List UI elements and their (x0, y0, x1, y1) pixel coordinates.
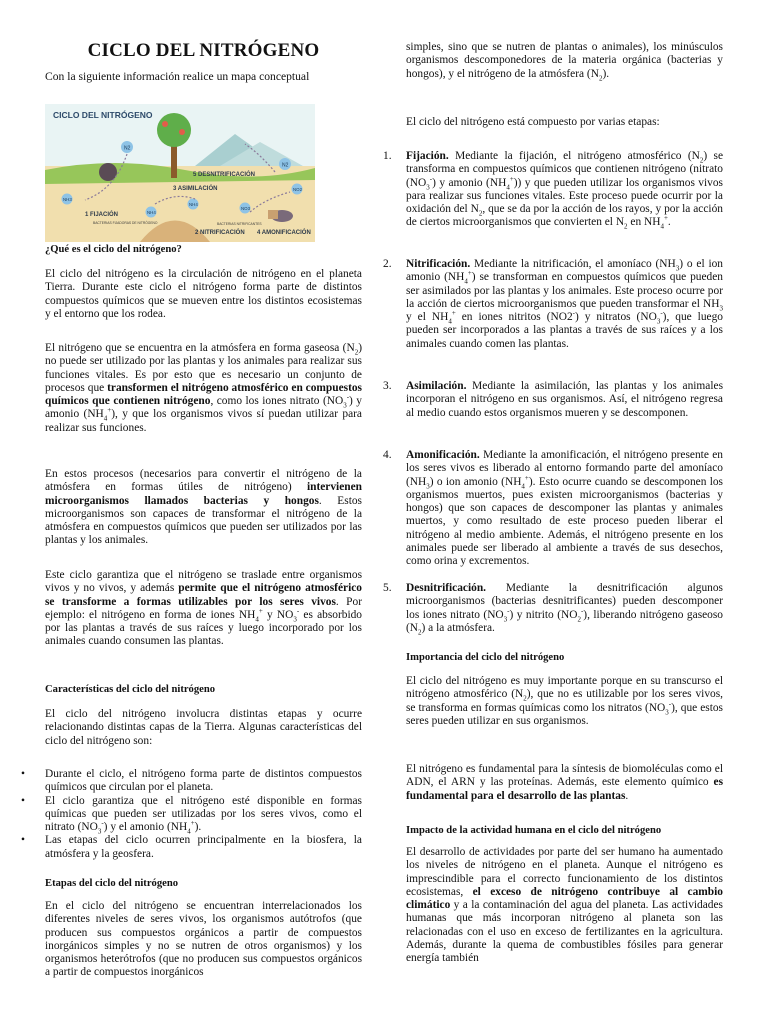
no2-label: NO2 (293, 187, 303, 192)
paragraph-continuation: simples, sino que se nutren de plantas o animales), los minúsculos organismos descomponedores de la materia orgánica (bacterias y hongos), y el nitrógeno de la atmósfera $(N_2)$. (406, 41, 723, 82)
n2-label: N2 (124, 145, 131, 152)
n2-label-2: N2 (282, 162, 289, 169)
bacterias-fijadoras-label: BACTERIAS FIJADORAS DE NITRÓGENO (93, 221, 158, 225)
paragraph-etapas: En el ciclo del nitrógeno se encuentran interrelacionados los diferentes niveles de seres vivos, los organismos autótrofos (que producen sus compuestos orgánicos a partir de compuestos inorgánicos simples y no se nutren de otros organismos) y los organismos heterótrofos (que no producen sus compuestos orgánicos a partir de compuestos inorgánicos (45, 900, 362, 979)
heading-impacto: Impacto de la actividad humana en el ciclo del nitrógeno (406, 825, 662, 836)
list-item: • Durante el ciclo, el nitrógeno forma parte de distintos compuestos químicos que circulan por el planeta. (45, 768, 362, 795)
list-item: • El ciclo garantiza que el nitrógeno esté disponible en formas químicas que pueden ser utilizadas por los seres vivos, como el nitrato $(NO_3^-)$ y el amonio $(NH_4^+)$. (45, 795, 362, 835)
heading-etapas: Etapas del ciclo del nitrógeno (45, 878, 179, 889)
stage-item-desnitrificacion: 5. Desnitrificación. Mediante la desnitrificación algunos microorganismos (bacterias desnitrificantes) pueden descomponer los iones nitrato $(NO_3^-)$ y nitrito $(NO_2^-)$, liberando nitrógeno gaseoso $(N_2)$ a la atmósfera. (383, 582, 724, 637)
bacterias-nitrificantes-label: BACTERIAS NITRIFICANTES (217, 222, 262, 226)
list-number: 5. (383, 582, 392, 594)
heading-caracteristicas: Características del ciclo del nitrógeno (45, 684, 216, 695)
stage-item-asimilacion: 3. Asimilación. Mediante la asimilación, las plantas y los animales incorporan el nitrógeno en sus organismos. Así, el nitrógeno regresa al medio cuando estos organismos mueren y se descomponen. (383, 380, 723, 419)
stage-item-nitrificacion: 2. Nitrificación. Mediante la nitrificación, el amoníaco $(NH_3)$ o el ion amonio $(NH_4^+)$ se transforman en compuestos químicos que pueden ser asimilados por las plantas y los animales. Este proceso ocurre por la acción de ciertos microorganismos que pueden transformar el $NH_3$ y el $NH_4^+$ en iones nitritos (NO2-) y nitratos $(NO_3^-)$, que luego pueden ser incorporados a las plantas a través de sus raíces y a los animales cuando comen las plantas. (383, 258, 724, 350)
figure-title: CICLO DEL NITRÓGENO (53, 110, 153, 120)
nh4-label-2: NH4 (189, 202, 198, 207)
stage-item-fijacion: 1. Fijación. Mediante la fijación, el nitrógeno atmosférico $(N_2)$ se transforma en compuestos químicos que contienen nitrógeno (nitrato $(NO_3^-)$ y amonio $(NH_4^+)$) y que pueden utilizar los organismos vivos para realizar sus funciones vitales. Este proceso puede ocurrir por la oxidación del $N_2$, que se da por la acción de los rayos, y por la acción de ciertos microorganismos que convierten el $N_2$ en $NH_4^+$. (383, 150, 723, 231)
nitrificacion-label: 2 NITRIFICACIÓN (195, 230, 245, 236)
paragraph-caracteristicas: El ciclo del nitrógeno involucra distintas etapas y ocurre relacionando distintas capas de la Tierra. Algunas características del ciclo del nitrógeno son: (45, 708, 362, 747)
nh4-label: NH4 (147, 210, 156, 215)
nitrogen-cycle-illustration (45, 104, 315, 242)
list-item: • Las etapas del ciclo ocurren principalmente en la biosfera, la atmósfera y la geosfera. (45, 834, 362, 861)
list-number: 2. (383, 258, 392, 270)
list-number: 1. (383, 150, 392, 162)
paragraph-biomoleculas: El nitrógeno es fundamental para la síntesis de biomoléculas como el ADN, el ARN y las proteínas. Además, este elemento químico es fundamental para el desarrollo de las plantas. (406, 763, 724, 802)
q1-heading: ¿Qué es el ciclo del nitrógeno? (45, 244, 182, 255)
list-number: 3. (383, 380, 392, 392)
asimilacion-label: 3 ASIMILACIÓN (173, 186, 218, 192)
paragraph-impacto: El desarrollo de actividades por parte del ser humano ha aumentado los niveles de nitrógeno en el planeta. Aunque el nitrógeno es imprescindible para el correcto funcionamiento de los distintos ecosistemas, el exceso de nitrógeno contribuye al cambio climático y a la contaminación del agua del planeta. Las actividades humanas que más incorporan nitrógeno al planeta son las relacionadas con el uso en exceso de fertilizantes en la agricultura. Además, durante la quema de combustibles fósiles para generar energía también (406, 846, 723, 965)
paragraph-microorganisms: En estos procesos (necesarios para convertir el nitrógeno de la atmósfera en formas útiles de nitrógeno) intervienen microorganismos llamados bacterias y hongos. Estos microorganismos son capaces de transformar el nitrógeno de la atmósfera en compuestos químicos que pueden ser utilizados por las plantas y los animales. (45, 468, 362, 547)
instruction-text: Con la siguiente información realice un mapa conceptual (45, 70, 310, 83)
desnitrificacion-label: 5 DESNITRIFICACIÓN (193, 172, 256, 178)
stages-intro: El ciclo del nitrógeno está compuesto por varias etapas: (406, 116, 660, 128)
paragraph-cycle-guarantee: Este ciclo garantiza que el nitrógeno se traslade entre organismos vivos y no vivos, y además permite que el nitrógeno atmosférico se transforme a formas utilizables por los seres vivos. Por ejemplo: el nitrógeno en forma de iones $NH_4^+$ y $NO_3^-$ es absorbido por las plantas a través de sus raíces y luego incorporado por los animales cuando consumen las plantas. (45, 569, 362, 648)
characteristics-list (45, 768, 362, 861)
list-number: 4. (383, 449, 392, 461)
page-title: CICLO DEL NITRÓGENO (87, 40, 320, 61)
paragraph-definition: El ciclo del nitrógeno es la circulación de nitrógeno en el planeta Tierra. Durante este ciclo el nitrógeno forma parte de distintos compuestos químicos que se mueven entre los distintos ecosistemas y el entorno que los rodea. (45, 268, 362, 320)
fijacion-label: 1 FIJACIÓN (85, 212, 119, 218)
heading-importancia: Importancia del ciclo del nitrógeno (406, 652, 565, 663)
paragraph-importancia: El ciclo del nitrógeno es muy importante porque en su transcurso el nitrógeno atmosférico $(N_2)$, que no es utilizable por los seres vivos, se transforma en formas químicas como los nitratos $(NO_3^-)$, que estos seres pueden utilizar en sus organismos. (406, 675, 723, 727)
amonificacion-label: 4 AMONIFICACIÓN (257, 230, 311, 236)
paragraph-atmospheric-nitrogen: El nitrógeno que se encuentra en la atmósfera en forma gaseosa $(N_2)$ no puede ser utilizado por las plantas y los animales para realizar sus funciones vitales. Es por esto que es necesario un conjunto de procesos que transformen el nitrógeno atmosférico en compuestos químicos que contienen nitrógeno, como los iones nitrato $(NO_3^-)$ y amonio $(NH_4^+)$, y que los organismos vivos sí puedan utilizar para realizar sus funciones. (45, 342, 362, 434)
nitrogen-cycle-diagram (45, 104, 315, 242)
nh3-label: NH3 (63, 197, 72, 202)
stage-item-amonificacion: 4. Amonificación. Mediante la amonificación, el nitrógeno presente en los seres vivos es liberado al entorno formando parte del amoníaco $(NH_3)$ o ion amonio $(NH_4^+)$. Esto ocurre cuando se descomponen los organismos muertos, pues existen microorganismos (bacterias y hongos) que son capaces de descomponer las plantas y animales muertos, y como resultado de este proceso pueden liberar el nitrógeno al medio ambiente. Además, el nitrógeno presente en los animales puede ser liberado al ambiente a través de sus desechos, como orina y excrementos. (383, 449, 723, 568)
no3-label: NO3 (241, 206, 251, 211)
